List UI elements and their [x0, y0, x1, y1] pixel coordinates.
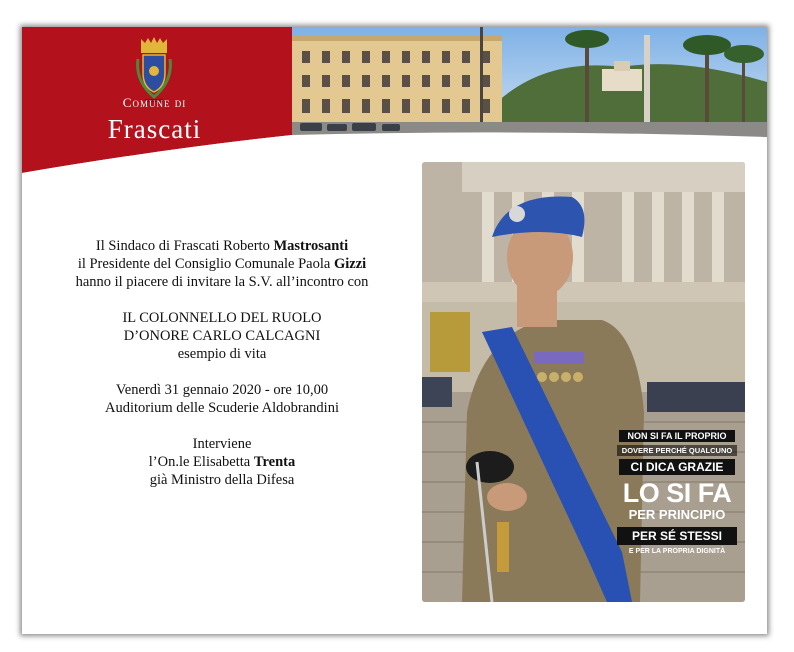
brand-line-big: Frascati: [107, 114, 202, 144]
quote-line-5: PER PRINCIPIO: [628, 507, 726, 522]
president-line: il Presidente del Consiglio Comunale Paola Gizzi: [77, 256, 367, 272]
president-surname: Gizzi: [333, 256, 367, 272]
quote-line-7: E PER LA PROPRIA DIGNITÀ: [628, 548, 726, 555]
brand-line-small: Comune di: [122, 95, 187, 110]
speaker-role: già Ministro della Difesa: [149, 472, 295, 488]
quote-line-2: DOVERE PERCHÉ QUALCUNO: [617, 445, 737, 456]
event-block: [22, 381, 422, 417]
poster-quote: [613, 430, 741, 555]
intervenes-label: Interviene: [192, 436, 252, 452]
quote-line-3: CI DICA GRAZIE: [619, 459, 735, 475]
guest-title-2: D’ONORE CARLO CALCAGNI: [123, 328, 321, 344]
quote-line-1: NON SI FA IL PROPRIO: [619, 430, 735, 442]
speaker-block: [22, 435, 422, 489]
mayor-surname: Mastrosanti: [273, 238, 349, 254]
mayor-line: Il Sindaco di Frascati Roberto Mastrosanti: [95, 238, 349, 254]
guest-subtitle: esempio di vita: [177, 346, 267, 362]
guest-title-1: IL COLONNELLO DEL RUOLO: [122, 310, 322, 326]
coat-of-arms-icon: [135, 37, 173, 103]
speaker-surname: Trenta: [253, 454, 296, 470]
colonel-poster: [422, 162, 745, 602]
invitation-text: [22, 237, 422, 507]
quote-line-4: LO SI FA: [622, 478, 732, 508]
quote-line-6: PER SÉ STESSI: [617, 527, 737, 545]
event-date: Venerdì 31 gennaio 2020 - ore 10,00: [115, 382, 329, 398]
municipality-brand: [62, 95, 247, 145]
hosts-block: [22, 237, 422, 291]
speaker-name: l’On.le Elisabetta Trenta: [148, 454, 296, 470]
guest-block: [22, 309, 422, 363]
invitation-card: [22, 27, 767, 634]
header-banner: [22, 27, 767, 177]
invite-line: hanno il piacere di invitare la S.V. all’incontro con: [75, 274, 369, 290]
event-venue: Auditorium delle Scuderie Aldobrandini: [105, 400, 339, 416]
